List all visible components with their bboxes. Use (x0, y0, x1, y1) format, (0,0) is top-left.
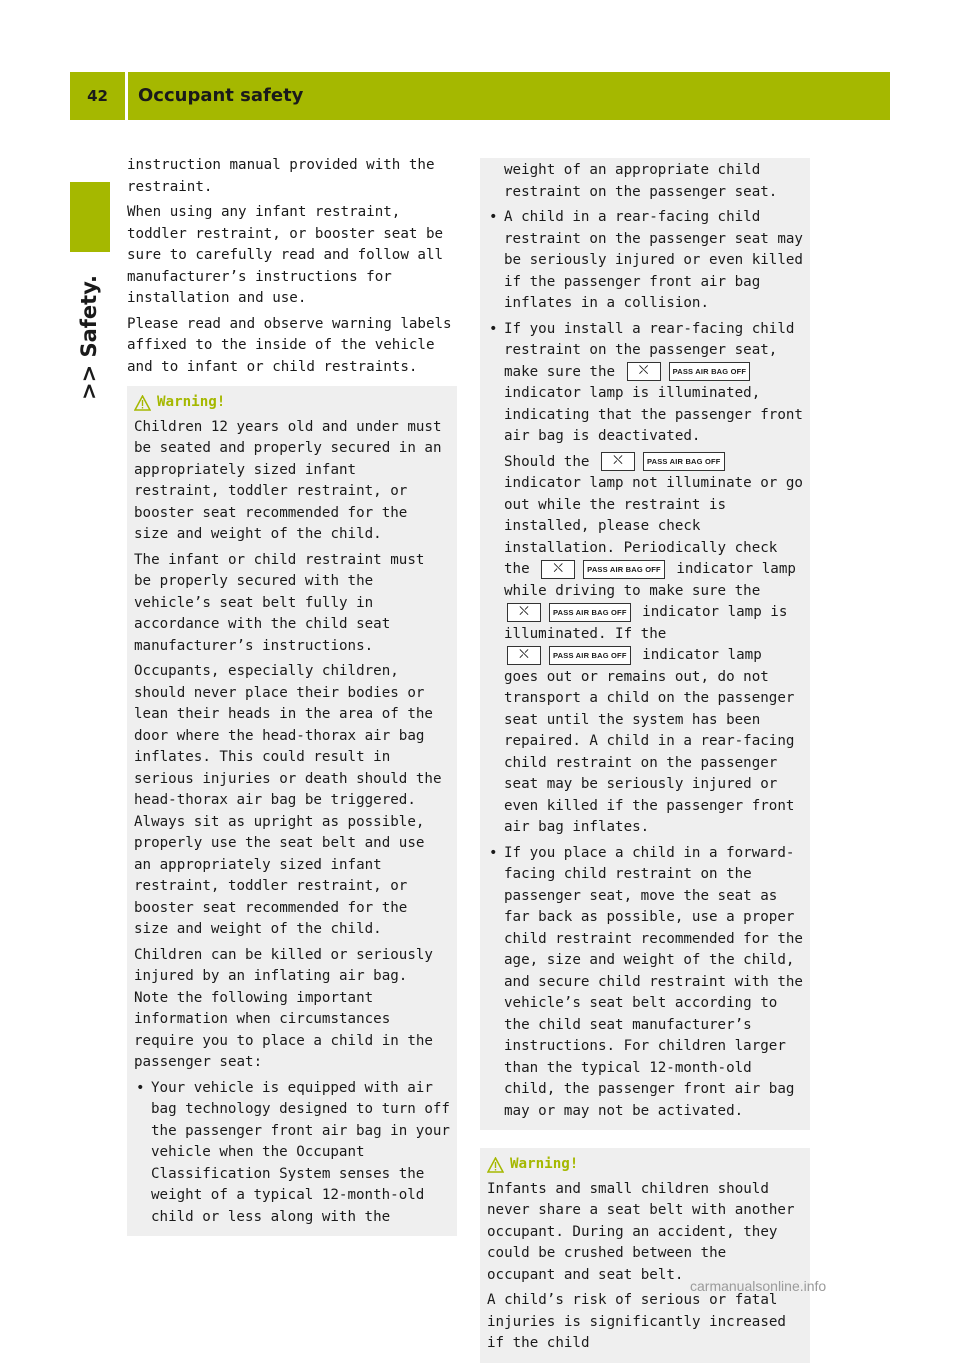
child-seat-icon: ⛌ (627, 362, 661, 381)
passenger-airbag-off-lamp (627, 362, 751, 381)
warning-text: Children 12 years old and under must be seated and properly secured in an appropriately sized infant restraint, toddler restraint, or booster seat recommended for the size and weight of the child. (134, 418, 442, 542)
watermark: carmanualsonline.info (690, 1278, 827, 1294)
side-tab-label: >> Safety. (77, 275, 101, 400)
warning-text: Children can be killed or seriously injured by an inflating air bag. Note the following important information when circumstances require you to place a child in the passenger seat: (134, 946, 433, 1070)
pass-airbag-off-label: PASS AIR BAG OFF (549, 603, 631, 622)
bullet-item: • If you install a rear-facing child restraint on the passenger seat, make sure the ⛌ PASS AIR BAG OFF indicator lamp is illuminated, indicating that the passenger front air bag is deactivated. Should the ⛌ PASS AIR BAG OFF indicator lamp not illuminate or go out while the restraint is installed, please check installation. Periodically check the ⛌ PASS AIR BAG OFF indicator lamp while driving to make sure the ⛌ PASS AIR BAG OFF indicator lamp is illuminated. If the ⛌ PASS AIR BAG OFF indicator lamp goes out or remains out, do not transport a child on the passenger seat until the system has been repaired. A child in a rear-facing child restraint on the passenger seat may be seriously injured or even killed if the passenger front air bag inflates. (487, 319, 803, 839)
warning-box (480, 1148, 810, 1363)
passenger-airbag-off-lamp (601, 452, 725, 471)
warning-title: Warning! (510, 1156, 579, 1172)
warning-heading (487, 1154, 803, 1176)
child-seat-icon: ⛌ (507, 603, 541, 622)
bullet-continuation: weight of an appropriate child restraint on the passenger seat. (504, 162, 778, 200)
child-seat-icon: ⛌ (601, 452, 635, 471)
warning-box-continued (480, 158, 810, 1130)
passenger-airbag-off-lamp (507, 603, 631, 622)
passenger-airbag-off-lamp (507, 646, 631, 665)
header-divider (125, 72, 128, 120)
warning-text: Occupants, especially children, should never place their bodies or lean their heads in the area of the door where the head-thorax air bag inflates. This could result in serious injuries or death should the head-thorax air bag be triggered. Always sit as upright as possible, properly use the seat belt and use an appropriately sized infant restraint, toddler restraint, or booster seat recommended for the size and weight of the child. (134, 663, 442, 937)
pass-airbag-off-label: PASS AIR BAG OFF (669, 362, 751, 381)
side-tab-marker (70, 182, 110, 252)
warning-heading (134, 392, 450, 414)
paragraph: Please read and observe warning labels affixed to the inside of the vehicle and to infant or child restraints. (127, 315, 452, 375)
warning-text: A child’s risk of serious or fatal injuries is significantly increased if the child (487, 1292, 786, 1351)
warning-box (127, 386, 457, 1236)
pass-airbag-off-label: PASS AIR BAG OFF (583, 560, 665, 579)
paragraph: instruction manual provided with the restraint. (127, 157, 435, 195)
pass-airbag-off-label: PASS AIR BAG OFF (549, 646, 631, 665)
warning-text: The infant or child restraint must be properly secured with the vehicle’s seat belt fully in accordance with the child seat manufacturer’s instructions. (134, 551, 425, 654)
bullet-item: • A child in a rear-facing child restraint on the passenger seat may be seriously injured or even killed if the passenger front air bag inflates in a collision. (487, 207, 803, 315)
bullet-item: • Your vehicle is equipped with air bag technology designed to turn off the passenger front air bag in your vehicle when the Occupant Classification System senses the weight of a typical 12-month-old child or less along with the (134, 1078, 450, 1229)
pass-airbag-off-label: PASS AIR BAG OFF (643, 452, 725, 471)
passenger-airbag-off-lamp (541, 560, 665, 579)
warning-triangle-icon (487, 1157, 504, 1173)
section-title: Occupant safety (138, 85, 304, 106)
bullet-item: • If you place a child in a forward-facing child restraint on the passenger seat, move the seat as far back as possible, use a proper child restraint recommended for the age, size and weight of the child, and secure child restraint with the vehicle’s seat belt according to the child seat manufacturer’s instructions. For children larger than the typical 12-month-old child, the passenger front air bag may or may not be activated. (487, 843, 803, 1123)
warning-triangle-icon (134, 395, 151, 411)
warning-title: Warning! (157, 394, 226, 410)
right-column (480, 158, 810, 1363)
child-seat-icon: ⛌ (507, 646, 541, 665)
paragraph: When using any infant restraint, toddler restraint, or booster seat be sure to carefully read and follow all manufacturer’s instructions for installation and use. (127, 204, 444, 306)
page-number: 42 (87, 87, 108, 105)
child-seat-icon: ⛌ (541, 560, 575, 579)
warning-text: Infants and small children should never share a seat belt with another occupant. During an accident, they could be crushed between the occupant and seat belt. (487, 1180, 795, 1283)
left-column (127, 155, 457, 1236)
